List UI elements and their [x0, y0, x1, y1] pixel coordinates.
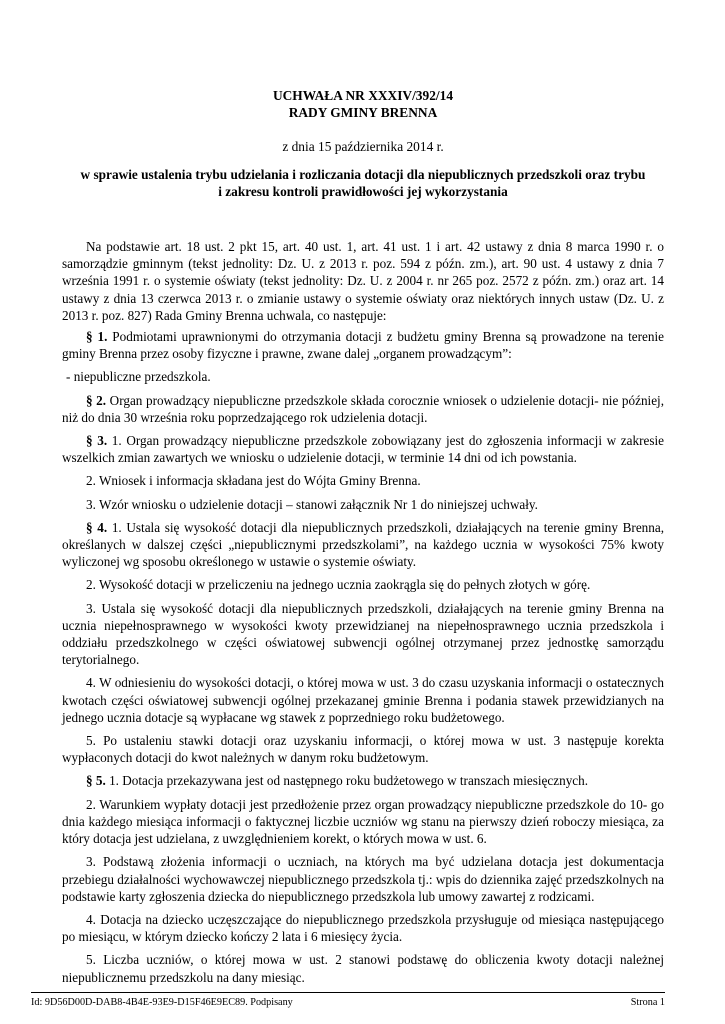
section-3-paragraph-3: 3. Wzór wniosku o udzielenie dotacji – stanowi załącznik Nr 1 do niniejszej uchwały.	[86, 496, 538, 512]
section-5-paragraph-2: 2. Warunkiem wypłaty dotacji jest przedłożenie przez organ prowadzący niepubliczne przedszkole do 10- go dnia każdego miesiąca informacji o faktycznej liczbie uczniów wg stanu na pierwszy dzień roboczy miesiąca, za który dotacja jest udzielana, z uwzględnieniem korekt, o których mowa w ust. 6.	[62, 796, 664, 847]
section-3-label: § 3.	[86, 433, 108, 449]
section-3-paragraph-1	[62, 432, 664, 466]
section-2-text: Organ prowadzący niepubliczne przedszkole składa corocznie wniosek o udzielenie dotacji- nie później, niż do dnia 30 września roku poprzedzającego rok udzielenia dotacji.	[62, 392, 665, 425]
section-5-paragraph-1	[62, 772, 664, 789]
section-1-paragraph	[62, 328, 664, 362]
section-2-paragraph	[62, 392, 664, 426]
section-4-text-1: 1. Ustala się wysokość dotacji dla niepublicznych przedszkoli, działających na terenie gminy Brenna, określanych w dalszej części „niepublicznymi przedszkolami”, na każdego ucznia w wysokości 75% kwoty wyliczonej wg sposobu określonego w ustawie o systemie oświaty.	[62, 519, 665, 570]
section-1-list-item: - niepubliczne przedszkola.	[66, 369, 211, 385]
page-footer	[31, 992, 665, 1008]
section-5-text-1: 1. Dotacja przekazywana jest od następnego roku budżetowego w transzach miesięcznych.	[109, 773, 589, 789]
section-5-paragraph-5: 5. Liczba uczniów, o której mowa w ust. 2 stanowi podstawę do obliczenia kwoty dotacji należnej niepublicznemu przedszkolu na dany miesiąc.	[62, 952, 664, 985]
section-4-paragraph-3: 3. Ustala się wysokość dotacji dla niepublicznych przedszkoli, działających na terenie gminy Brenna na ucznia niepełnosprawnego w wysokości kwoty przewidzianej na niepełnosprawnego ucznia przedszkola i oddziału przedszkolnego w części oświatowej subwencji ogólnej otrzymanej przez jednostkę samorządu terytorialnego.	[62, 600, 664, 668]
resolution-number: UCHWAŁA NR XXXIV/392/14	[272, 88, 454, 103]
section-3-paragraph-2: 2. Wniosek i informacja składana jest do Wójta Gminy Brenna.	[86, 473, 421, 489]
section-4-paragraph-4: 4. W odniesieniu do wysokości dotacji, o której mowa w ust. 3 do czasu uzyskania informacji o ostatecznych kwotach części oświatowej subwencji ogólnej przekazanej gminie Brenna i podania stawek przewidzianych na jednego ucznia dotacje są wypłacane wg stawek z poprzedniego roku budżetowego.	[62, 675, 664, 725]
page-number: Strona 1	[630, 997, 665, 1008]
resolution-body	[62, 238, 664, 992]
section-1-text: Podmiotami uprawnionymi do otrzymania dotacji z budżetu gminy Brenna są prowadzone na terenie gminy Brenna przez osoby fizyczne i prawne, zwane dalej „organem prowadzącym”:	[62, 329, 665, 362]
resolution-date: z dnia 15 października 2014 r.	[282, 139, 444, 154]
document-page	[62, 0, 664, 1024]
section-5-label: § 5.	[86, 773, 106, 789]
section-2-label: § 2.	[86, 392, 107, 408]
document-id: Id: 9D56D00D-DAB8-4B4E-93E9-D15F46E9EC89. Podpisany	[31, 997, 293, 1008]
section-5-paragraph-4: 4. Dotacja na dziecko uczęszczające do niepublicznego przedszkola przysługuje od miesiąca następującego po miesiącu, w którym dziecko kończy 2 lata i 6 miesięcy życia.	[62, 911, 664, 945]
subject-line-2: i zakresu kontroli prawidłowości jej wykorzystania	[218, 184, 508, 199]
section-4-label: § 4.	[86, 519, 108, 535]
legal-basis-paragraph: Na podstawie art. 18 ust. 2 pkt 15, art. 40 ust. 1, art. 41 ust. 1 i art. 42 ustawy z dnia 8 marca 1990 r. o samorządzie gminnym (tekst jednolity: Dz. U. z 2013 r. poz. 594 z późn. zm.), art. 90 ust. 4 ustawy z dnia 7 września 1991 r. o systemie oświaty (tekst jednolity: Dz. U. z 2004 r. nr 265 poz. 2572 z późn. zm.) oraz art. 14 ustawy z dnia 13 czerwca 2013 r. o zmianie ustawy o systemie oświaty oraz niektórych innych ustaw (Dz. U. z 2013 r. poz. 827) Rada Gminy Brenna uchwala, co następuje:	[62, 239, 664, 323]
section-4-paragraph-5: 5. Po ustaleniu stawki dotacji oraz uzyskaniu informacji, o której mowa w ust. 3 następuje korekta wypłaconych dotacji do kwot należnych w danym roku budżetowym.	[62, 733, 664, 766]
section-4-paragraph-1	[62, 519, 664, 571]
section-4-paragraph-2: 2. Wysokość dotacji w przeliczeniu na jednego ucznia zaokrągla się do pełnych złotych w górę.	[86, 577, 591, 593]
subject-line-1: w sprawie ustalenia trybu udzielania i rozliczania dotacji dla niepublicznych przedszkoli oraz trybu	[80, 167, 646, 182]
section-5-paragraph-3: 3. Podstawą złożenia informacji o uczniach, na których ma być udzielana dotacja jest dokumentacja przebiegu działalności wychowawczej niepublicznego przedszkola tj.: wpis do dziennika zajęć przedszkolnych na podstawie karty zgłoszenia dziecka do niepublicznego przedszkola lub umowy zawartej z rodzicami.	[62, 854, 664, 904]
section-3-text-1: 1. Organ prowadzący niepubliczne przedszkole zobowiązany jest do zgłoszenia informacji w zakresie wszelkich zmian zawartych we wniosku o udzielenie dotacji, w terminie 14 dni od ich powstania.	[62, 433, 665, 466]
section-1-label: § 1.	[86, 329, 108, 345]
council-name: RADY GMINY BRENNA	[288, 105, 438, 120]
